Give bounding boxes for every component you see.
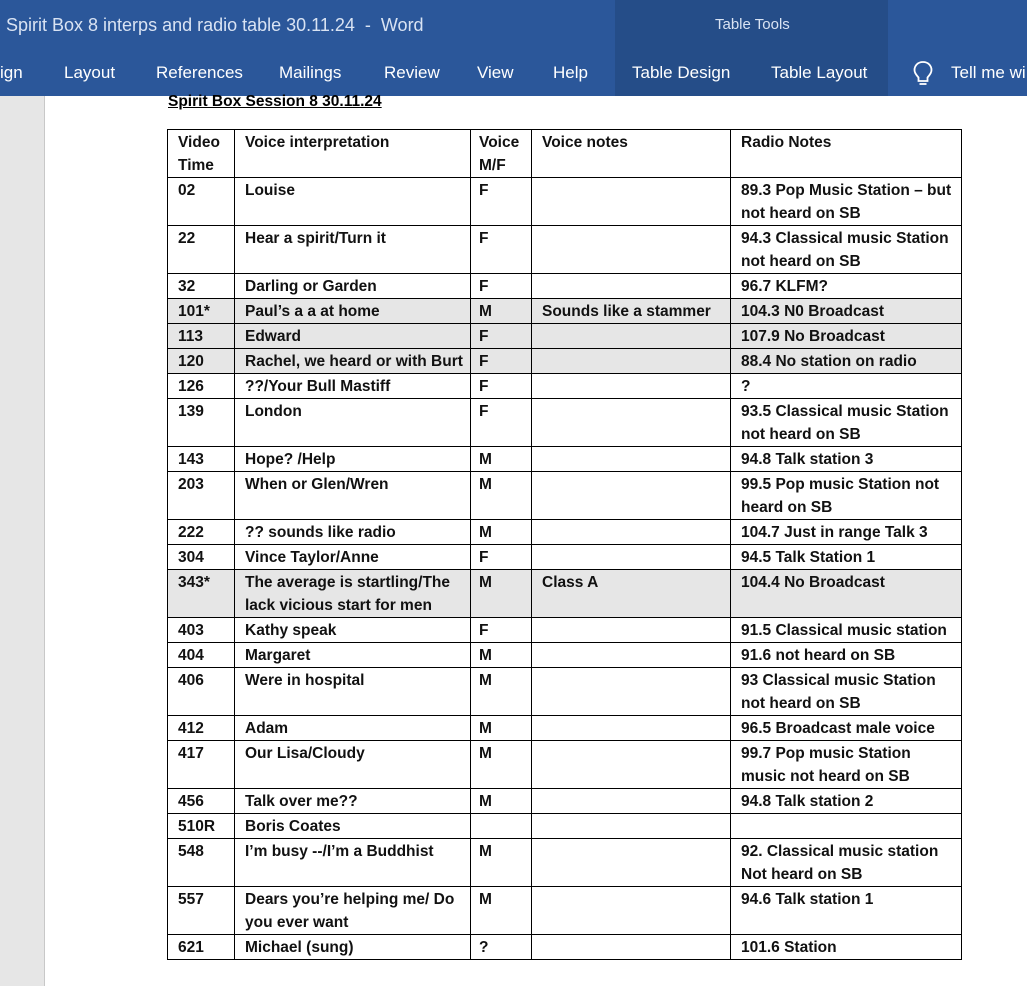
- cell-radio-notes[interactable]: 93 Classical music Station not heard on SB: [731, 668, 962, 716]
- cell-voice-mf[interactable]: M: [471, 789, 532, 814]
- cell-voice-notes[interactable]: [532, 374, 731, 399]
- cell-voice-mf[interactable]: M: [471, 643, 532, 668]
- table-row: [168, 716, 962, 741]
- cell-voice-notes[interactable]: Sounds like a stammer: [532, 299, 731, 324]
- table-row: [168, 349, 962, 374]
- cell-voice-mf[interactable]: F: [471, 349, 532, 374]
- cell-voice-mf[interactable]: ?: [471, 935, 532, 960]
- cell-voice-mf[interactable]: F: [471, 178, 532, 226]
- cell-voice-interpretation[interactable]: Darling or Garden: [235, 274, 471, 299]
- table-row: [168, 741, 962, 789]
- cell-voice-interpretation[interactable]: Dears you’re helping me/ Do you ever want: [235, 887, 471, 935]
- cell-video-time[interactable]: 32: [168, 274, 235, 299]
- cell-radio-notes[interactable]: 94.8 Talk station 3: [731, 447, 962, 472]
- tab-review[interactable]: Review: [384, 63, 440, 82]
- header-radio-notes[interactable]: Radio Notes: [731, 130, 962, 178]
- cell-radio-notes[interactable]: 96.7 KLFM?: [731, 274, 962, 299]
- cell-voice-notes[interactable]: [532, 545, 731, 570]
- cell-voice-notes[interactable]: [532, 741, 731, 789]
- table-row: [168, 935, 962, 960]
- table-row: [168, 178, 962, 226]
- cell-voice-notes[interactable]: [532, 935, 731, 960]
- cell-radio-notes[interactable]: ?: [731, 374, 962, 399]
- table-row: [168, 324, 962, 349]
- table-row: [168, 299, 962, 324]
- cell-voice-notes[interactable]: [532, 668, 731, 716]
- cell-voice-notes[interactable]: [532, 399, 731, 447]
- cell-radio-notes[interactable]: 104.3 N0 Broadcast: [731, 299, 962, 324]
- tab-table-design[interactable]: Table Design: [632, 63, 731, 82]
- cell-radio-notes[interactable]: 99.7 Pop music Station music not heard on SB: [731, 741, 962, 789]
- cell-voice-mf[interactable]: M: [471, 741, 532, 789]
- table-tools-label: Table Tools: [715, 16, 790, 33]
- cell-voice-interpretation[interactable]: The average is startling/The lack vicious start for men: [235, 570, 471, 618]
- table-row: [168, 374, 962, 399]
- cell-radio-notes[interactable]: 92. Classical music station Not heard on SB: [731, 839, 962, 887]
- header-voice-notes[interactable]: Voice notes: [532, 130, 731, 178]
- cell-voice-notes[interactable]: [532, 887, 731, 935]
- cell-radio-notes[interactable]: 107.9 No Broadcast: [731, 324, 962, 349]
- cell-video-time[interactable]: 406: [168, 668, 235, 716]
- cell-voice-notes[interactable]: [532, 226, 731, 274]
- cell-voice-notes[interactable]: [532, 274, 731, 299]
- tab-view[interactable]: View: [477, 63, 514, 82]
- table-row: [168, 839, 962, 887]
- table-row: [168, 668, 962, 716]
- cell-voice-notes[interactable]: [532, 643, 731, 668]
- table-row: [168, 472, 962, 520]
- cell-video-time[interactable]: 203: [168, 472, 235, 520]
- cell-radio-notes[interactable]: 91.6 not heard on SB: [731, 643, 962, 668]
- cell-radio-notes[interactable]: 94.3 Classical music Station not heard on SB: [731, 226, 962, 274]
- cell-video-time[interactable]: 510R: [168, 814, 235, 839]
- tab-help[interactable]: Help: [553, 63, 588, 82]
- cell-radio-notes[interactable]: 94.6 Talk station 1: [731, 887, 962, 935]
- cell-voice-mf[interactable]: M: [471, 447, 532, 472]
- tab-design-partial[interactable]: ign: [0, 63, 23, 82]
- cell-voice-interpretation[interactable]: Hope? /Help: [235, 447, 471, 472]
- cell-voice-interpretation[interactable]: ?? sounds like radio: [235, 520, 471, 545]
- cell-video-time[interactable]: 403: [168, 618, 235, 643]
- cell-voice-mf[interactable]: M: [471, 716, 532, 741]
- cell-voice-interpretation[interactable]: Louise: [235, 178, 471, 226]
- cell-voice-mf[interactable]: M: [471, 668, 532, 716]
- cell-voice-mf[interactable]: F: [471, 324, 532, 349]
- cell-radio-notes[interactable]: 99.5 Pop music Station not heard on SB: [731, 472, 962, 520]
- cell-voice-mf[interactable]: M: [471, 887, 532, 935]
- cell-video-time[interactable]: 412: [168, 716, 235, 741]
- cell-radio-notes[interactable]: 104.7 Just in range Talk 3: [731, 520, 962, 545]
- cell-voice-interpretation[interactable]: London: [235, 399, 471, 447]
- cell-voice-mf[interactable]: M: [471, 299, 532, 324]
- cell-video-time[interactable]: 304: [168, 545, 235, 570]
- table-row: [168, 789, 962, 814]
- table-header-row: [168, 130, 962, 178]
- table-row: [168, 447, 962, 472]
- cell-video-time[interactable]: 22: [168, 226, 235, 274]
- cell-voice-interpretation[interactable]: Edward: [235, 324, 471, 349]
- cell-video-time[interactable]: 139: [168, 399, 235, 447]
- cell-voice-notes[interactable]: [532, 520, 731, 545]
- cell-voice-notes[interactable]: [532, 814, 731, 839]
- cell-voice-mf[interactable]: M: [471, 472, 532, 520]
- cell-voice-interpretation[interactable]: Were in hospital: [235, 668, 471, 716]
- cell-voice-interpretation[interactable]: Rachel, we heard or with Burt: [235, 349, 471, 374]
- lightbulb-icon[interactable]: [911, 60, 935, 88]
- cell-voice-notes[interactable]: [532, 789, 731, 814]
- tab-references[interactable]: References: [156, 63, 243, 82]
- cell-radio-notes[interactable]: 91.5 Classical music station: [731, 618, 962, 643]
- tab-mailings[interactable]: Mailings: [279, 63, 342, 82]
- header-voice-interpretation[interactable]: Voice interpretation: [235, 130, 471, 178]
- cell-video-time[interactable]: 557: [168, 887, 235, 935]
- cell-radio-notes[interactable]: 101.6 Station: [731, 935, 962, 960]
- cell-voice-notes[interactable]: [532, 447, 731, 472]
- cell-radio-notes[interactable]: 94.5 Talk Station 1: [731, 545, 962, 570]
- cell-video-time[interactable]: 417: [168, 741, 235, 789]
- cell-voice-mf[interactable]: F: [471, 399, 532, 447]
- table-row: [168, 520, 962, 545]
- table-row: [168, 643, 962, 668]
- header-voice-mf[interactable]: Voice M/F: [471, 130, 532, 178]
- cell-radio-notes[interactable]: [731, 814, 962, 839]
- cell-voice-notes[interactable]: [532, 324, 731, 349]
- cell-voice-mf[interactable]: M: [471, 570, 532, 618]
- cell-voice-mf[interactable]: F: [471, 374, 532, 399]
- cell-video-time[interactable]: 404: [168, 643, 235, 668]
- cell-voice-interpretation[interactable]: ??/Your Bull Mastiff: [235, 374, 471, 399]
- cell-voice-interpretation[interactable]: Adam: [235, 716, 471, 741]
- tell-me-search[interactable]: Tell me wi: [951, 63, 1026, 82]
- cell-voice-notes[interactable]: [532, 349, 731, 374]
- document-heading: Spirit Box Session 8 30.11.24: [168, 93, 382, 110]
- cell-voice-interpretation[interactable]: Hear a spirit/Turn it: [235, 226, 471, 274]
- table-row: [168, 399, 962, 447]
- table-row: [168, 226, 962, 274]
- cell-video-time[interactable]: 222: [168, 520, 235, 545]
- cell-voice-interpretation[interactable]: Our Lisa/Cloudy: [235, 741, 471, 789]
- cell-video-time[interactable]: 456: [168, 789, 235, 814]
- cell-voice-interpretation[interactable]: Kathy speak: [235, 618, 471, 643]
- cell-video-time[interactable]: 02: [168, 178, 235, 226]
- cell-video-time[interactable]: 101*: [168, 299, 235, 324]
- cell-voice-notes[interactable]: [532, 618, 731, 643]
- cell-voice-interpretation[interactable]: Boris Coates: [235, 814, 471, 839]
- cell-voice-interpretation[interactable]: Paul’s a a at home: [235, 299, 471, 324]
- cell-voice-mf[interactable]: F: [471, 618, 532, 643]
- cell-voice-mf[interactable]: M: [471, 839, 532, 887]
- cell-voice-notes[interactable]: [532, 839, 731, 887]
- table-row: [168, 545, 962, 570]
- table-row: [168, 618, 962, 643]
- cell-video-time[interactable]: 143: [168, 447, 235, 472]
- cell-voice-interpretation[interactable]: Vince Taylor/Anne: [235, 545, 471, 570]
- cell-voice-notes[interactable]: Class A: [532, 570, 731, 618]
- header-video-time[interactable]: Video Time: [168, 130, 235, 178]
- cell-radio-notes[interactable]: 96.5 Broadcast male voice: [731, 716, 962, 741]
- cell-voice-notes[interactable]: [532, 716, 731, 741]
- cell-video-time[interactable]: 343*: [168, 570, 235, 618]
- cell-voice-mf[interactable]: F: [471, 545, 532, 570]
- cell-video-time[interactable]: 120: [168, 349, 235, 374]
- cell-video-time[interactable]: 548: [168, 839, 235, 887]
- table-row: [168, 887, 962, 935]
- cell-video-time[interactable]: 113: [168, 324, 235, 349]
- cell-radio-notes[interactable]: 93.5 Classical music Station not heard on SB: [731, 399, 962, 447]
- table-row: [168, 570, 962, 618]
- cell-radio-notes[interactable]: 94.8 Talk station 2: [731, 789, 962, 814]
- cell-voice-mf[interactable]: F: [471, 274, 532, 299]
- cell-voice-interpretation[interactable]: I’m busy --/I’m a Buddhist: [235, 839, 471, 887]
- table-row: [168, 274, 962, 299]
- table-row: [168, 814, 962, 839]
- cell-voice-notes[interactable]: [532, 178, 731, 226]
- cell-voice-interpretation[interactable]: Michael (sung): [235, 935, 471, 960]
- cell-voice-interpretation[interactable]: Talk over me??: [235, 789, 471, 814]
- tab-layout[interactable]: Layout: [64, 63, 116, 82]
- cell-video-time[interactable]: 621: [168, 935, 235, 960]
- cell-voice-interpretation[interactable]: Margaret: [235, 643, 471, 668]
- navigation-margin: [0, 96, 45, 986]
- cell-video-time[interactable]: 126: [168, 374, 235, 399]
- cell-voice-mf[interactable]: F: [471, 226, 532, 274]
- cell-voice-notes[interactable]: [532, 472, 731, 520]
- cell-voice-mf[interactable]: [471, 814, 532, 839]
- cell-voice-mf[interactable]: M: [471, 520, 532, 545]
- cell-radio-notes[interactable]: 104.4 No Broadcast: [731, 570, 962, 618]
- cell-voice-interpretation[interactable]: When or Glen/Wren: [235, 472, 471, 520]
- window-title: Spirit Box 8 interps and radio table 30.11.24 - Word: [6, 15, 424, 35]
- cell-radio-notes[interactable]: 89.3 Pop Music Station – but not heard on SB: [731, 178, 962, 226]
- interpretation-table[interactable]: [167, 129, 962, 960]
- cell-radio-notes[interactable]: 88.4 No station on radio: [731, 349, 962, 374]
- tab-table-layout[interactable]: Table Layout: [771, 63, 868, 82]
